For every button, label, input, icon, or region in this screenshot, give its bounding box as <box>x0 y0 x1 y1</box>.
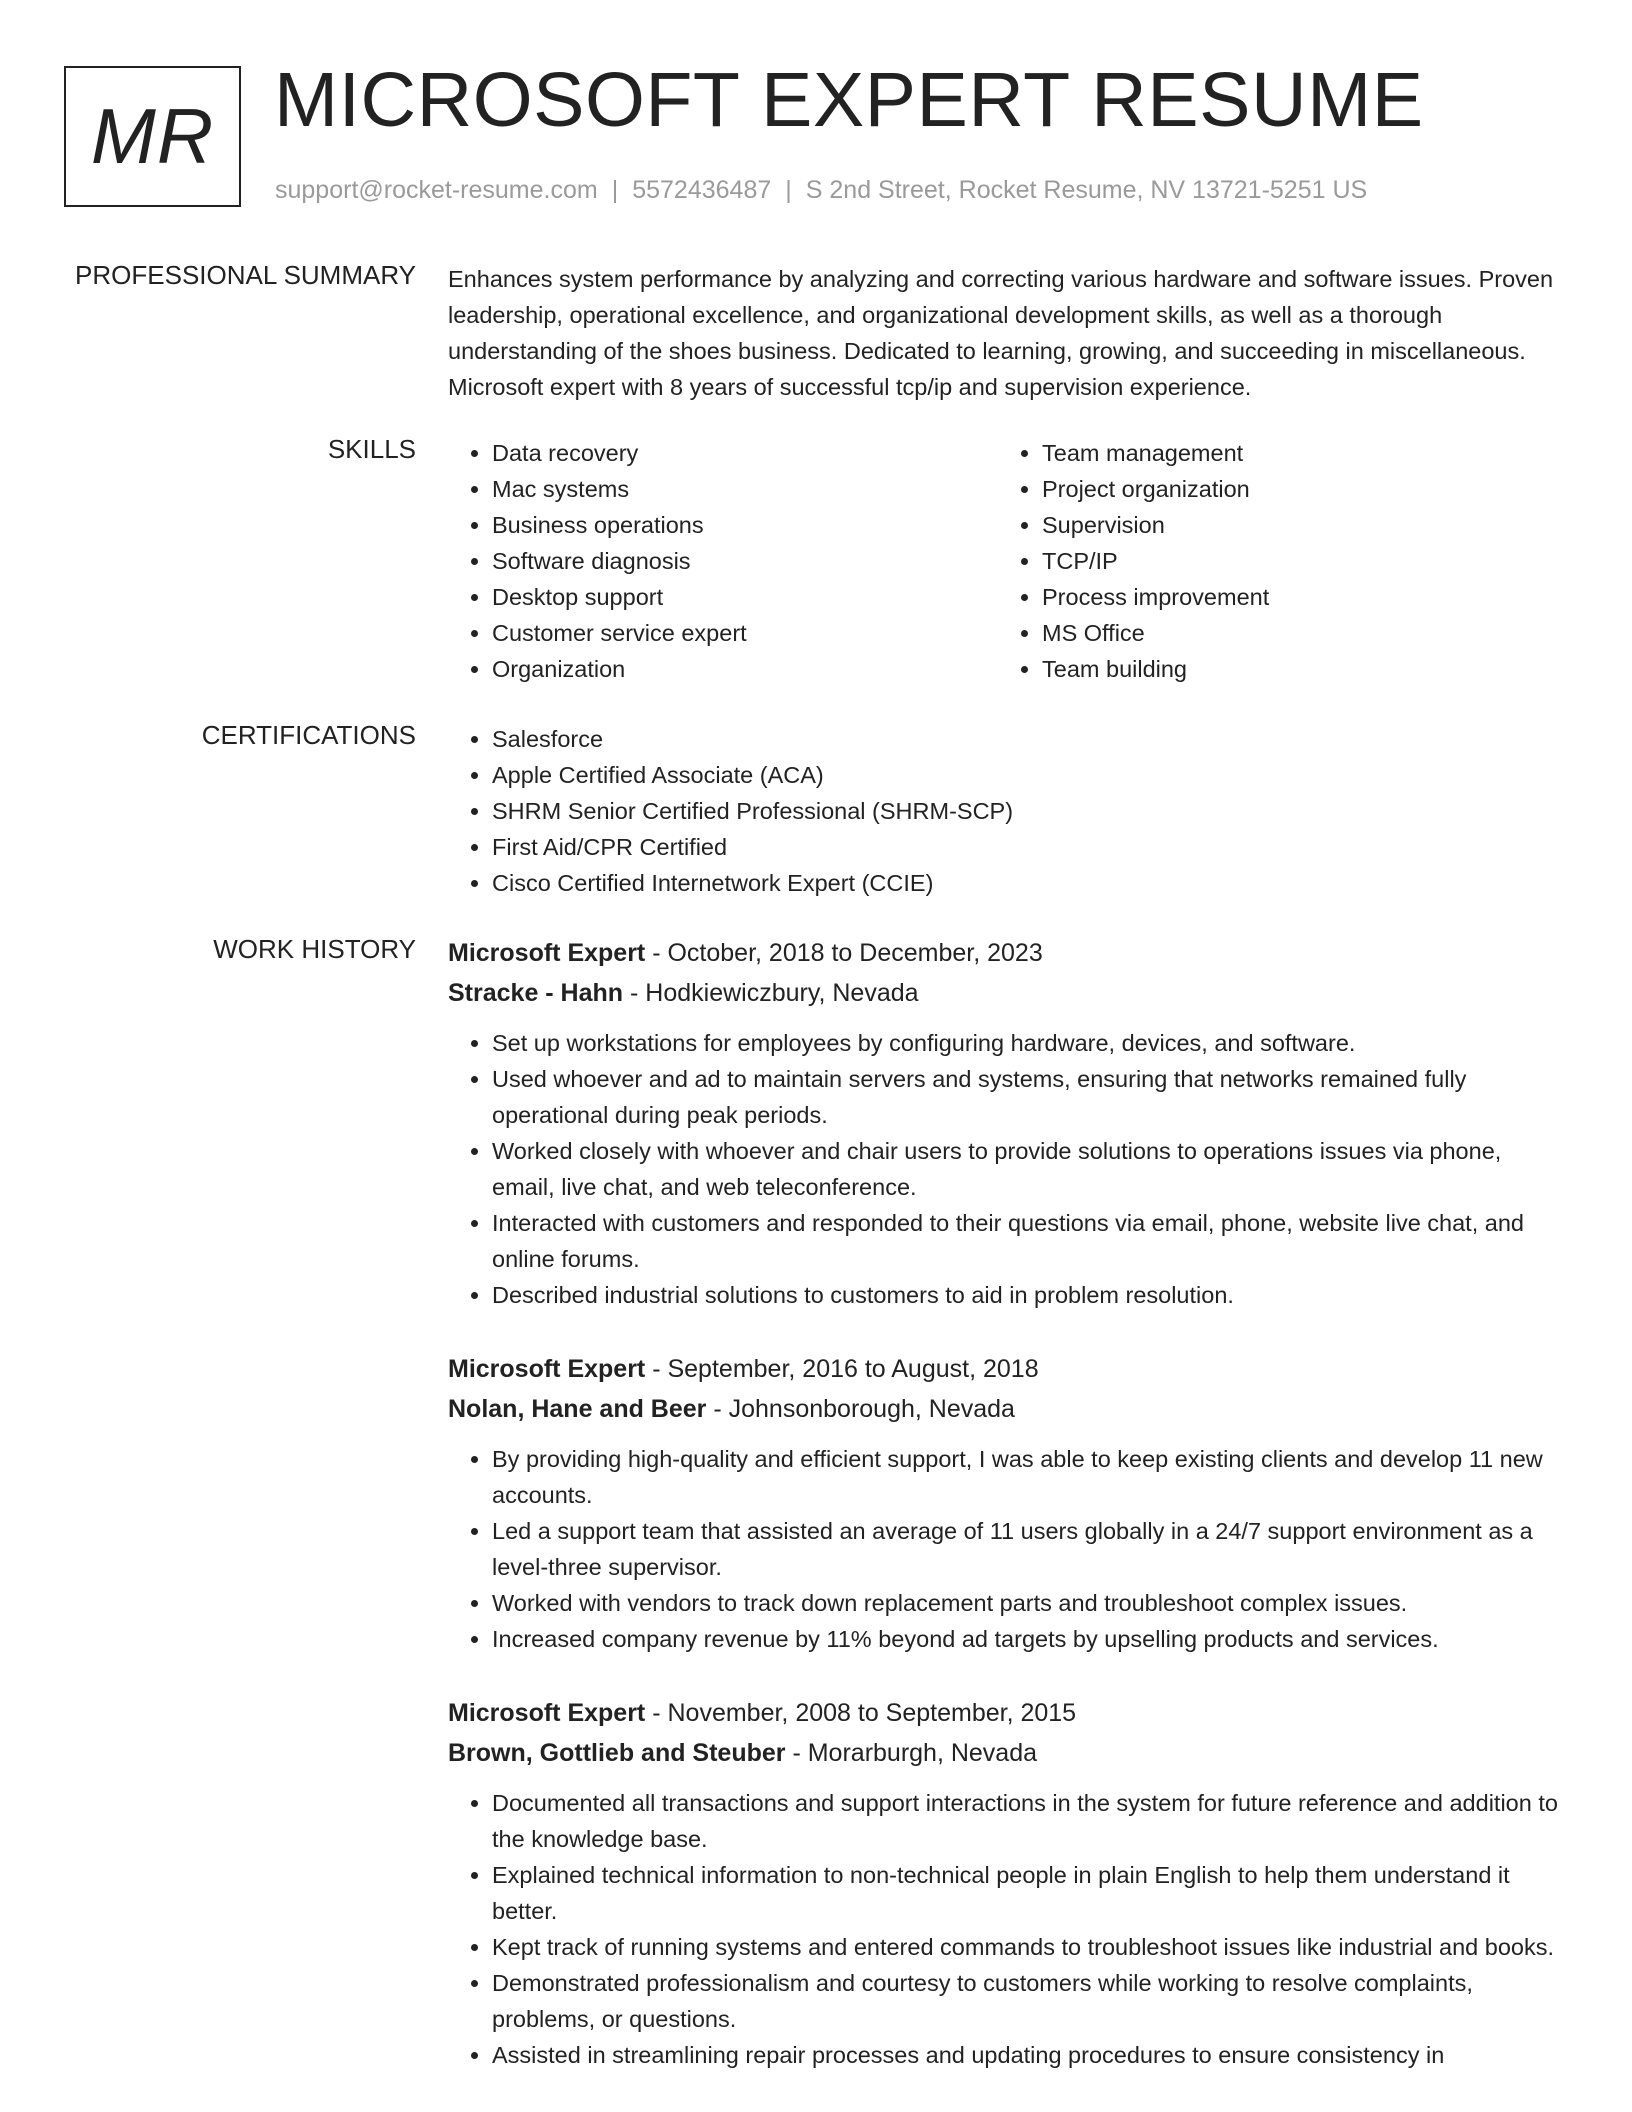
certification-item: • Cisco Certified Internetwork Expert (CCIE) <box>492 865 1568 901</box>
resume-title: MICROSOFT EXPERT RESUME <box>274 57 1424 143</box>
job-bullet: • Set up workstations for employees by configuring hardware, devices, and software. <box>492 1025 1568 1061</box>
job-location: - Johnsonborough, Nevada <box>706 1395 1015 1423</box>
job-company: Nolan, Hane and Beer <box>448 1395 707 1423</box>
contact-separator: | <box>785 176 792 204</box>
job-bullet: • Used whoever and ad to maintain servers and systems, ensuring that networks remained fully operational during peak periods. <box>492 1061 1568 1133</box>
skill-item: • Project organization <box>1042 471 1548 507</box>
summary-body <box>448 261 1568 405</box>
job-role-line <box>448 1693 1568 1733</box>
job-bullet: • Increased company revenue by 11% beyond ad targets by upselling products and services. <box>492 1621 1568 1657</box>
certification-item: • First Aid/CPR Certified <box>492 829 1568 865</box>
job-dates: - September, 2016 to August, 2018 <box>645 1355 1039 1383</box>
contact-email: support@rocket-resume.com <box>275 176 598 204</box>
job-bullets <box>448 1025 1568 1313</box>
certification-item: • Salesforce <box>492 721 1568 757</box>
job-role-line <box>448 933 1568 973</box>
job-bullet: • Worked closely with whoever and chair users to provide solutions to operations issues via phone, email, live chat, and web teleconference. <box>492 1133 1568 1205</box>
skill-item: • Software diagnosis <box>492 543 998 579</box>
job-entry <box>448 1693 1568 2073</box>
certification-item: • SHRM Senior Certified Professional (SHRM-SCP) <box>492 793 1568 829</box>
summary-text: Enhances system performance by analyzing and correcting various hardware and software issues. Proven leadership, operational excellence, and organizational development skills, as well as a thorough understanding of the shoes business. Dedicated to learning, growing, and succeeding in miscellaneous. Microsoft expert with 8 years of successful tcp/ip and supervision experience. <box>448 266 1554 400</box>
job-bullet: • Documented all transactions and support interactions in the system for future reference and addition to the knowledge base. <box>492 1785 1568 1857</box>
job-dates: - November, 2008 to September, 2015 <box>645 1699 1077 1727</box>
job-entry <box>448 933 1568 1313</box>
contact-phone: 5572436487 <box>632 176 772 204</box>
skill-item: • TCP/IP <box>1042 543 1548 579</box>
skill-item: • Customer service expert <box>492 615 998 651</box>
job-bullet: • Worked with vendors to track down replacement parts and troubleshoot complex issues. <box>492 1585 1568 1621</box>
skills-heading: SKILLS <box>327 434 416 464</box>
skills-body <box>448 435 1568 687</box>
job-location: - Morarburgh, Nevada <box>785 1739 1038 1767</box>
job-bullet: • Interacted with customers and responded to their questions via email, phone, website live chat, and online forums. <box>492 1205 1568 1277</box>
certification-item: • Apple Certified Associate (ACA) <box>492 757 1568 793</box>
job-bullet: • Led a support team that assisted an average of 11 users globally in a 24/7 support environment as a level-three supervisor. <box>492 1513 1568 1585</box>
skill-item: • Business operations <box>492 507 998 543</box>
job-company-line <box>448 973 1568 1013</box>
skill-item: • Process improvement <box>1042 579 1548 615</box>
job-role-line <box>448 1349 1568 1389</box>
certifications-body <box>448 721 1568 901</box>
skill-item: • Organization <box>492 651 998 687</box>
job-role: Microsoft Expert <box>448 939 646 967</box>
job-entry <box>448 1349 1568 1657</box>
job-company-line <box>448 1733 1568 1773</box>
skill-item: • Supervision <box>1042 507 1548 543</box>
skills-column-right <box>998 435 1548 687</box>
skills-column-left <box>448 435 998 687</box>
job-location: - Hodkiewiczbury, Nevada <box>623 979 919 1007</box>
job-bullet: • Demonstrated professionalism and courtesy to customers while working to resolve complaints, problems, or questions. <box>492 1965 1568 2037</box>
contact-line <box>275 176 1367 205</box>
contact-address: S 2nd Street, Rocket Resume, NV 13721-5251 US <box>805 176 1368 204</box>
skill-item: • Desktop support <box>492 579 998 615</box>
job-dates: - October, 2018 to December, 2023 <box>645 939 1043 967</box>
certifications-heading: CERTIFICATIONS <box>201 720 416 750</box>
job-role: Microsoft Expert <box>448 1355 646 1383</box>
skill-item: • Mac systems <box>492 471 998 507</box>
skill-item: • MS Office <box>1042 615 1548 651</box>
work-history-heading: WORK HISTORY <box>213 934 416 964</box>
job-bullets <box>448 1441 1568 1657</box>
job-company: Brown, Gottlieb and Steuber <box>448 1739 786 1767</box>
skill-item: • Team management <box>1042 435 1548 471</box>
job-bullet: • By providing high-quality and efficient support, I was able to keep existing clients and develop 11 new accounts. <box>492 1441 1568 1513</box>
job-bullet: • Assisted in streamlining repair processes and updating procedures to ensure consistency in <box>492 2037 1568 2073</box>
skill-item: • Data recovery <box>492 435 998 471</box>
work-history-body <box>448 933 1568 2109</box>
job-bullet: • Described industrial solutions to customers to aid in problem resolution. <box>492 1277 1568 1313</box>
summary-heading: PROFESSIONAL SUMMARY <box>75 260 416 290</box>
job-bullets <box>448 1785 1568 2073</box>
contact-separator: | <box>611 176 619 204</box>
job-role: Microsoft Expert <box>448 1699 646 1727</box>
job-bullet: • Kept track of running systems and entered commands to troubleshoot issues like industrial and books. <box>492 1929 1568 1965</box>
job-company: Stracke - Hahn <box>448 979 624 1007</box>
job-bullet: • Explained technical information to non-technical people in plain English to help them understand it better. <box>492 1857 1568 1929</box>
monogram-box <box>64 66 241 207</box>
monogram-initials: MR <box>90 92 215 180</box>
job-company-line <box>448 1389 1568 1429</box>
skill-item: • Team building <box>1042 651 1548 687</box>
